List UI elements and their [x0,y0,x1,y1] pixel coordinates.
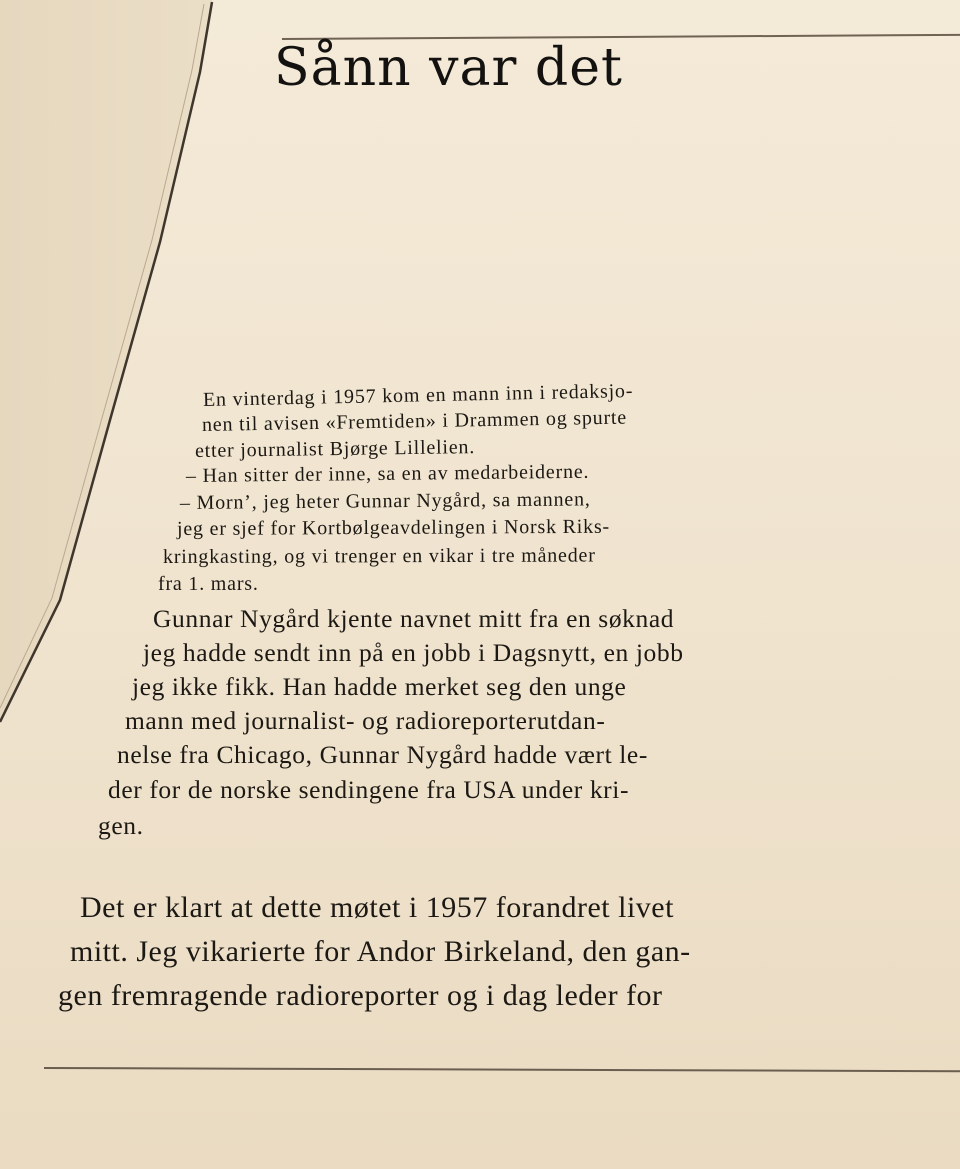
intro-line: – Han sitter der inne, sa en av medarbeiderne. [185,460,590,487]
body-line: mann med journalist- og radioreporterutdan- [125,706,606,735]
closing-line: gen fremragende radioreporter og i dag leder for [58,979,663,1012]
body-line: der for de norske sendingene fra USA under kri- [108,775,630,804]
body-line: jeg hadde sendt inn på en jobb i Dagsnytt, en jobb [143,638,684,667]
intro-line: etter journalist Bjørge Lillelien. [194,436,476,462]
page-title: Sånn var det [274,38,623,98]
intro-line: – Morn’, jeg heter Gunnar Nygård, sa mannen, [179,488,591,514]
body-line: gen. [98,811,144,840]
intro-line: nen til avisen «Fremtiden» i Drammen og spurte [201,406,628,436]
body-line: nelse fra Chicago, Gunnar Nygård hadde vært le- [117,740,648,769]
intro-line: fra 1. mars. [158,573,259,595]
intro-line: En vinterdag i 1957 kom en mann inn i redaksjo- [202,379,634,411]
closing-line: Det er klart at dette møtet i 1957 forandret livet [80,891,674,924]
intro-line: kringkasting, og vi trenger en vikar i tre måneder [162,544,596,568]
body-line: Gunnar Nygård kjente navnet mitt fra en søknad [153,604,675,633]
closing-line: mitt. Jeg vikarierte for Andor Birkeland, den gan- [70,935,691,968]
intro-line: jeg er sjef for Kortbølgeavdelingen i Norsk Riks- [176,515,611,540]
body-line: jeg ikke fikk. Han hadde merket seg den unge [132,672,627,701]
